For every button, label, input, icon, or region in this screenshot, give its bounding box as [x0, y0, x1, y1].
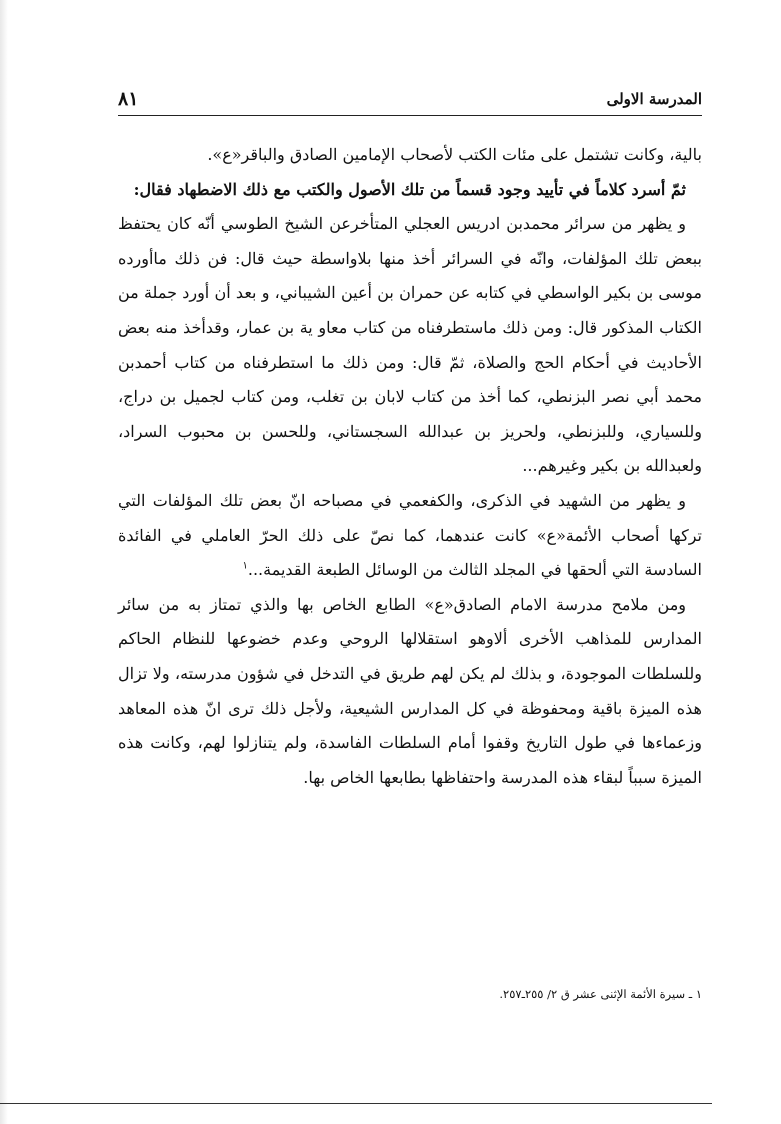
footnote-ref-mark: ١: [242, 560, 248, 572]
paragraph-continuation: بالية، وكانت تشتمل على مئات الكتب لأصحاب الإمامين الصادق والباقر«ع».: [207, 145, 702, 164]
page-header: [118, 88, 702, 114]
bottom-rule: [0, 1103, 712, 1104]
page-number: ٨١: [118, 88, 139, 110]
running-title: المدرسة الاولى: [606, 90, 702, 108]
page-edge-shadow: [0, 0, 8, 1124]
paragraph-features: ومن ملامح مدرسة الامام الصادق«ع» الطابع الخاص بها والذي تمتاز به من سائر المدارس للمذاهب الأخرى ألاوهو استقلالها الروحي وعدم خضوعها للنظام الحاكم وللسلطات الموجودة، و بذلك لم يكن لهم طريق في التدخل في شؤون مدرسته، ولا تزال هذه الميزة باقية ومحفوظة في كل المدارس الشيعية، ولأجل ذلك ترى انّ هذه المعاهد وزعماءها في طول التاريخ وقفوا أمام السلطات الفاسدة، ولم يتنازلوا لهم، وكانت هذه الميزة سبباً لبقاء هذه المدرسة واحتفاظها بطابعها الخاص بها.: [118, 594, 702, 787]
footnote: ١ ـ سيرة الأئمة الإثنى عشر ق ٢/ ٢٥٥ـ٢٥٧.: [499, 987, 702, 1001]
header-rule: [118, 115, 702, 116]
paragraph-shahid-text: و يظهر من الشهيد في الذكرى، والكفعمي في مصباحه انّ بعض تلك المؤلفات التي تركها أصحاب الأئمة«ع» كانت عندهما، كما نصّ على ذلك الحرّ العاملي في الفائدة السادسة التي ألحقها في المجلد الثالث من الوسائل الطبعة القديمة...: [118, 490, 702, 580]
paragraph-intro: ثمّ أسرد كلاماً في تأييد وجود قسماً من تلك الأصول والكتب مع ذلك الاضطهاد فقال:: [133, 179, 686, 199]
paragraph-shahid: [118, 484, 702, 588]
body-text: [118, 138, 702, 795]
paragraph-sarair: و يظهر من سرائر محمدبن ادريس العجلي المتأخرعن الشيخ الطوسي أنّه كان يحتفظ ببعض تلك المؤلفات، وانّه في السرائر أخذ منها بلاواسطة حيث قال: فن ذلك ماأورده موسى بن بكير الواسطي في كتابه عن حمران بن أعين الشيباني، و بعد أن أورد جملة من الكتاب المذكور قال: ومن ذلك ماستطرفناه من كتاب معاو ية بن عمار، وقدأخذ منه بعض الأحاديث في أحكام الحج والصلاة، ثمّ قال: ومن ذلك ما استطرفناه من كتاب أحمدبن محمد أبي نصر البزنطي، كما أخذ من كتاب لابان بن تغلب، ومن كتاب لجميل بن دراج، وللسياري، وللبزنطي، ولحريز بن عبدالله السجستاني، وللحسن بن محبوب السراد، ولعبدالله بن بكير وغيرهم...: [118, 214, 703, 476]
